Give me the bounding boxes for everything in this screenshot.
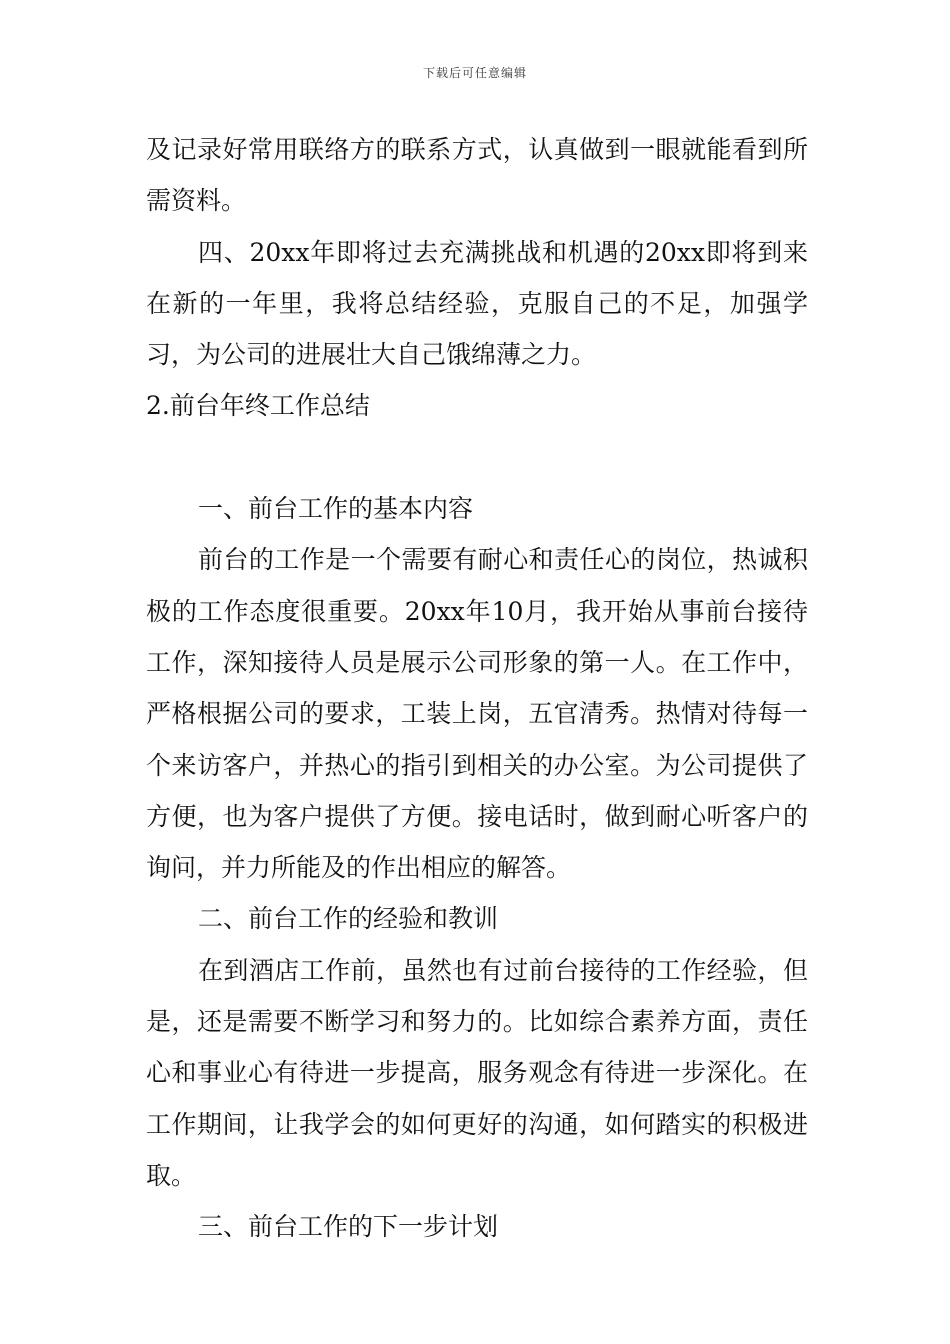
page-header: 下载后可任意编辑 [422,66,527,80]
heading-experience: 二、前台工作的经验和教训 [198,904,499,934]
heading-basic-content: 一、前台工作的基本内容 [198,494,474,524]
paragraph-basic-content: 前台的工作是一个需要有耐心和责任心的岗位，热诚积极的工作态度很重要。20xx年10月，我开始从事前台接待工作，深知接待人员是展示公司形象的第一人。在工作中，严格根据公司的要求，工装上岗，五官清秀。热情对待每一个来访客户，并热心的指引到相关的办公室。为公司提供了方便，也为客户提供了方便。接电话时，做到耐心听客户的询问，并力所能及的作出相应的解答。 [146,545,808,883]
paragraph-contact-info: 及记录好常用联络方的联系方式，认真做到一眼就能看到所需资料。 [146,135,808,216]
blank-line [146,432,808,483]
document-body [146,124,808,1253]
heading-next-plan: 三、前台工作的下一步计划 [198,1212,499,1242]
paragraph-section-four: 四、20xx年即将过去充满挑战和机遇的20xx即将到来在新的一年里，我将总结经验，克服自己的不足，加强学习，为公司的进展壮大自己饿绵薄之力。 [146,237,808,370]
article-title: 2.前台年终工作总结 [146,391,370,421]
paragraph-experience: 在到酒店工作前，虽然也有过前台接待的工作经验，但是，还是需要不断学习和努力的。比如综合素养方面，责任心和事业心有待进一步提高，服务观念有待进一步深化。在工作期间，让我学会的如何更好的沟通，如何踏实的积极进取。 [146,955,808,1190]
